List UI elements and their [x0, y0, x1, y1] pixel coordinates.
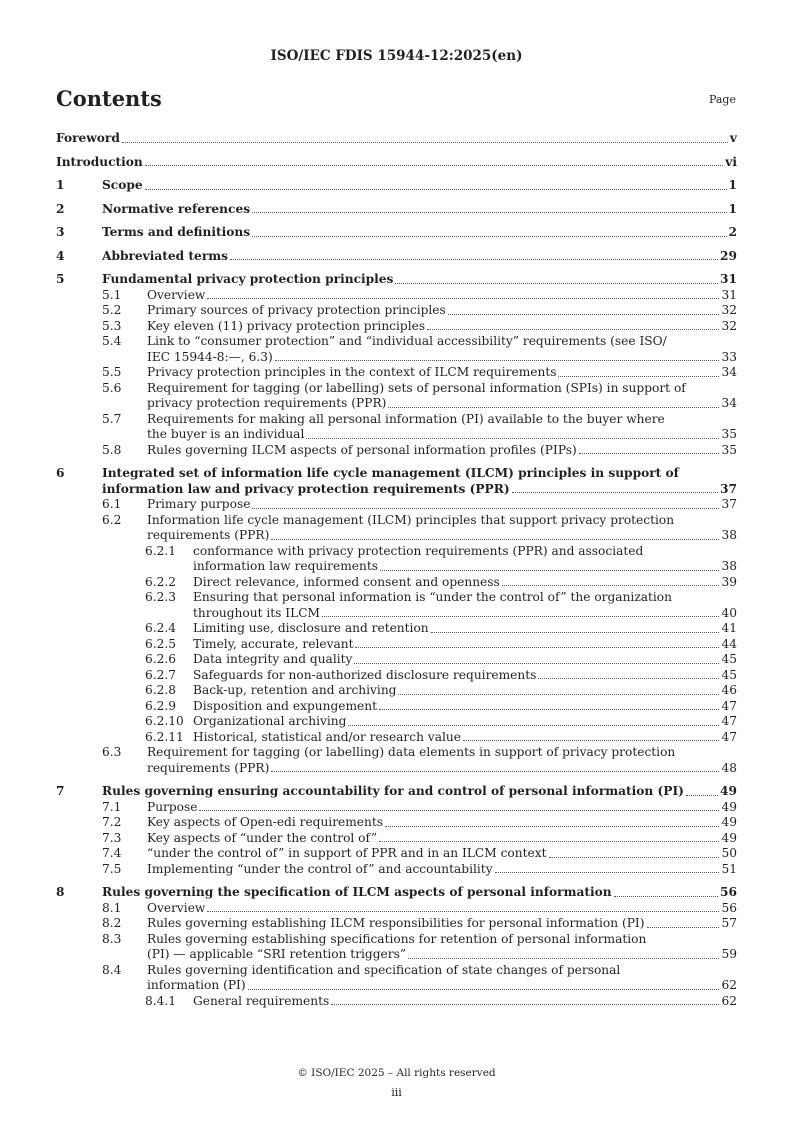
- toc-entry[interactable]: [56, 288, 737, 304]
- toc-entry-page: 37: [721, 497, 737, 511]
- toc-entry-number: 7.4: [102, 846, 122, 860]
- toc-entry-title: Rules governing ensuring accountability for and control of personal information (PI): [102, 784, 684, 798]
- toc-entry-number: 6.1: [102, 497, 122, 511]
- dot-leader: [502, 585, 720, 586]
- page-column-label: Page: [708, 93, 736, 106]
- toc-entry-number: 5.8: [102, 442, 122, 457]
- toc-entry-title: Privacy protection principles in the context of ILCM requirements: [147, 365, 557, 379]
- toc-entry-title: Direct relevance, informed consent and openness: [193, 574, 500, 589]
- toc-entry-number: 6.2.1: [145, 543, 177, 558]
- toc-entry-page: 41: [721, 621, 737, 635]
- dot-leader: [549, 857, 720, 858]
- toc-entry-page: 50: [721, 846, 737, 860]
- toc-entry-number: 3: [56, 225, 65, 239]
- toc-entry-title: Rules governing establishing specifications for retention of personal information: [147, 931, 647, 946]
- toc-entry[interactable]: [56, 846, 737, 862]
- toc-entry-page: 49: [721, 830, 737, 845]
- toc-entry-page: 38: [721, 528, 737, 542]
- toc-entry[interactable]: [56, 202, 737, 218]
- toc-entry-page: 32: [721, 318, 737, 333]
- toc-entry-page: 51: [721, 861, 737, 876]
- toc-entry-title: Integrated set of information life cycle management (ILCM) principles in support of: [102, 466, 679, 480]
- dot-leader: [252, 236, 726, 237]
- toc-entry[interactable]: [56, 714, 737, 730]
- toc-entry-number: 7.2: [102, 815, 122, 829]
- toc-entry[interactable]: [56, 590, 737, 621]
- dot-leader: [230, 259, 718, 260]
- toc-entry-number: 6.2.6: [145, 652, 177, 666]
- toc-entry-title: Fundamental privacy protection principles: [102, 272, 394, 286]
- dot-leader: [271, 539, 719, 540]
- dot-leader: [145, 189, 727, 190]
- toc-entry-title: Key aspects of “under the control of”: [147, 830, 378, 845]
- toc-entry[interactable]: [56, 513, 737, 544]
- toc-entry-title: Data integrity and quality: [193, 652, 353, 666]
- toc-entry-title: Ensuring that personal information is “under the control of” the organization: [193, 590, 672, 604]
- toc-entry-title: Historical, statistical and/or research value: [193, 729, 461, 744]
- toc-entry-page: 34: [721, 365, 737, 379]
- toc-entry[interactable]: [56, 901, 737, 917]
- toc-entry-title: Timely, accurate, relevant: [193, 636, 354, 651]
- toc-entry-title: Disposition and expungement: [193, 698, 377, 713]
- toc-entry-number: 6.3: [102, 745, 122, 759]
- toc-entry-page: 35: [721, 427, 737, 441]
- toc-entry[interactable]: [56, 249, 737, 265]
- toc-entry[interactable]: [56, 916, 737, 932]
- toc-entry[interactable]: [56, 815, 737, 831]
- dot-leader: [207, 298, 719, 299]
- toc-entry-page: 62: [721, 978, 737, 992]
- toc-entry-page: 48: [721, 760, 737, 775]
- toc-entry-page: 47: [721, 729, 737, 744]
- toc-entry-title-continued: requirements (PPR): [147, 760, 270, 775]
- dot-leader: [647, 927, 720, 928]
- dot-leader: [271, 771, 719, 772]
- toc-entry-title: Overview: [147, 287, 206, 302]
- dot-leader: [122, 142, 728, 143]
- toc-entry-title: Organizational archiving: [193, 714, 347, 728]
- toc-entry-number: 6.2.5: [145, 636, 177, 651]
- toc-entry-title: Rules governing the specification of ILCM aspects of personal information: [102, 885, 612, 899]
- toc-entry[interactable]: [56, 932, 737, 963]
- toc-entry-number: 6.2.7: [145, 667, 177, 682]
- toc-entry[interactable]: [56, 621, 737, 637]
- toc-entry-title-continued: throughout its ILCM: [193, 605, 321, 620]
- toc-entry[interactable]: [56, 412, 737, 443]
- toc-entry-title-continued: (PI) — applicable “SRI retention triggers”: [147, 947, 407, 961]
- toc-entry-title: Abbreviated terms: [102, 248, 228, 263]
- toc-entry-page: 45: [721, 652, 737, 666]
- dot-leader: [558, 376, 719, 377]
- dot-leader: [408, 958, 719, 959]
- toc-entry[interactable]: [56, 637, 737, 653]
- toc-entry-page: 49: [721, 799, 737, 814]
- toc-entry-page: 1: [728, 201, 737, 216]
- toc-entry-number: 8.4.1: [145, 993, 177, 1008]
- toc-entry-title: Rules governing identification and specification of state changes of personal: [147, 962, 621, 977]
- dot-leader: [431, 632, 720, 633]
- dot-leader: [463, 740, 720, 741]
- contents-title: Contents: [56, 86, 162, 111]
- toc-entry-number: 6.2.4: [145, 621, 177, 635]
- toc-entry-number: 5.2: [102, 303, 122, 317]
- toc-entry-page: 56: [720, 885, 737, 899]
- toc-entry-number: 5.6: [102, 380, 122, 395]
- toc-entry-page: 46: [721, 683, 737, 697]
- dot-leader: [379, 709, 720, 710]
- toc-entry-title: Terms and definitions: [102, 225, 251, 239]
- toc-entry[interactable]: [56, 885, 737, 901]
- dot-leader: [579, 453, 720, 454]
- toc-entry-title: Implementing “under the control of” and accountability: [147, 861, 493, 876]
- toc-entry-title: Foreword: [56, 131, 120, 145]
- toc-entry-page: 33: [721, 349, 737, 364]
- toc-entry-number: 7.3: [102, 830, 122, 845]
- toc-entry[interactable]: [56, 652, 737, 668]
- toc-entry-title-continued: the buyer is an individual: [147, 427, 305, 441]
- toc-entry-page: 49: [721, 815, 737, 829]
- dot-leader: [348, 725, 719, 726]
- dot-leader: [538, 678, 719, 679]
- toc-entry-title: Information life cycle management (ILCM) principles that support privacy protection: [147, 512, 675, 527]
- toc-entry-title: Normative references: [102, 201, 251, 216]
- toc-entry-number: 8.1: [102, 900, 122, 915]
- toc-entry[interactable]: [56, 544, 737, 575]
- toc-entry-number: 6.2.2: [145, 574, 177, 589]
- toc-entry[interactable]: [56, 381, 737, 412]
- toc-entry-number: 5.5: [102, 365, 122, 379]
- toc-entry[interactable]: [56, 319, 737, 335]
- toc-entry[interactable]: [56, 131, 737, 147]
- toc-entry[interactable]: [56, 862, 737, 878]
- toc-entry-title-continued: IEC 15944-8:—, 6.3): [147, 349, 273, 364]
- dot-leader: [427, 329, 719, 330]
- toc-entry-page: 59: [721, 947, 737, 961]
- toc-entry-page: 47: [721, 714, 737, 728]
- toc-entry-title: Primary sources of privacy protection principles: [147, 303, 446, 317]
- toc-entry-number: 6.2.10: [145, 714, 184, 728]
- toc-entry[interactable]: [56, 994, 737, 1010]
- dot-leader: [207, 911, 719, 912]
- toc-entry-page: 37: [720, 481, 737, 496]
- toc-entry[interactable]: [56, 745, 737, 776]
- toc-entry-title: Safeguards for non-authorized disclosure requirements: [193, 667, 537, 682]
- toc-entry-page: 47: [721, 698, 737, 713]
- dot-leader: [388, 407, 719, 408]
- dot-leader: [355, 647, 719, 648]
- toc-entry-title-continued: information (PI): [147, 978, 246, 992]
- toc-entry-number: 2: [56, 201, 65, 216]
- toc-entry-page: 56: [721, 900, 737, 915]
- toc-entry-number: 5.3: [102, 318, 122, 333]
- dot-leader: [331, 1004, 719, 1005]
- dot-leader: [252, 508, 719, 509]
- dot-leader: [248, 989, 720, 990]
- toc-entry[interactable]: [56, 699, 737, 715]
- dot-leader: [322, 616, 719, 617]
- toc-entry-title-continued: requirements (PPR): [147, 528, 270, 542]
- toc-entry-number: 5.1: [102, 287, 122, 302]
- toc-entry[interactable]: [56, 575, 737, 591]
- toc-entry-page: 45: [721, 667, 737, 682]
- document-id-header: ISO/IEC FDIS 15944-12:2025(en): [270, 48, 523, 64]
- toc-entry-title-continued: information law and privacy protection requirements (PPR): [102, 481, 510, 496]
- toc-entry-number: 6.2.9: [145, 698, 177, 713]
- dot-leader: [614, 896, 718, 897]
- toc-entry-title: Limiting use, disclosure and retention: [193, 621, 429, 635]
- dot-leader: [380, 570, 720, 571]
- toc-entry-page: 32: [721, 303, 737, 317]
- toc-entry[interactable]: [56, 730, 737, 746]
- toc-entry-page: 1: [728, 178, 737, 192]
- table-of-contents: [56, 126, 737, 1009]
- toc-entry-number: 7.5: [102, 861, 122, 876]
- toc-entry-number: 4: [56, 248, 65, 263]
- toc-entry-title: Overview: [147, 900, 206, 915]
- toc-entry-page: 31: [721, 287, 737, 302]
- toc-entry[interactable]: [56, 272, 737, 288]
- toc-entry-page: 44: [721, 636, 737, 651]
- toc-entry-title: Back-up, retention and archiving: [193, 683, 397, 697]
- dot-leader: [385, 826, 719, 827]
- dot-leader: [145, 165, 723, 166]
- toc-entry-title: conformance with privacy protection requirements (PPR) and associated: [193, 543, 644, 558]
- toc-entry-number: 6: [56, 466, 65, 480]
- dot-leader: [354, 663, 719, 664]
- toc-entry[interactable]: [56, 334, 737, 365]
- toc-entry-title: Requirement for tagging (or labelling) data elements in support of privacy protection: [147, 745, 676, 759]
- toc-entry-number: 6.2: [102, 512, 122, 527]
- toc-entry-page: 34: [721, 396, 737, 410]
- toc-entry-page: 39: [721, 574, 737, 589]
- dot-leader: [512, 492, 718, 493]
- toc-entry[interactable]: [56, 800, 737, 816]
- toc-entry-number: 8.2: [102, 916, 122, 930]
- toc-entry-title: Key aspects of Open-edi requirements: [147, 815, 384, 829]
- toc-entry[interactable]: [56, 831, 737, 847]
- toc-entry-number: 5: [56, 272, 65, 286]
- toc-entry-number: 5.4: [102, 334, 122, 348]
- toc-entry-number: 7.1: [102, 799, 122, 814]
- toc-entry-number: 6.2.8: [145, 683, 177, 697]
- toc-entry-title: Link to “consumer protection” and “individual accessibility” requirements (see ISO/: [147, 334, 667, 348]
- toc-entry[interactable]: [56, 178, 737, 194]
- toc-entry[interactable]: [56, 303, 737, 319]
- toc-entry-title: Scope: [102, 178, 143, 192]
- toc-entry-title: Requirements for making all personal information (PI) available to the buyer where: [147, 411, 665, 426]
- toc-entry[interactable]: [56, 155, 737, 171]
- toc-entry[interactable]: [56, 497, 737, 513]
- page-number: iii: [391, 1086, 402, 1099]
- toc-entry-title: Introduction: [56, 154, 143, 169]
- toc-entry-page: 31: [720, 272, 737, 286]
- dot-leader: [252, 212, 726, 213]
- toc-entry-page: 40: [721, 605, 737, 620]
- dot-leader: [275, 360, 720, 361]
- toc-entry-page: 49: [720, 784, 737, 798]
- toc-entry-title: Requirement for tagging (or labelling) sets of personal information (SPIs) in support of: [147, 380, 686, 395]
- toc-entry-number: 7: [56, 784, 65, 798]
- toc-entry-number: 6.2.11: [145, 729, 184, 744]
- dot-leader: [398, 694, 719, 695]
- toc-entry[interactable]: [56, 365, 737, 381]
- toc-entry-number: 6.2.3: [145, 590, 177, 604]
- toc-entry-page: 38: [721, 559, 737, 573]
- toc-entry-number: 8.3: [102, 931, 122, 946]
- toc-entry[interactable]: [56, 784, 737, 800]
- toc-entry[interactable]: [56, 668, 737, 684]
- toc-entry-page: vi: [725, 154, 737, 169]
- toc-entry-page: 57: [721, 916, 737, 930]
- dot-leader: [306, 438, 719, 439]
- toc-entry-page: 2: [728, 225, 737, 239]
- toc-entry-page: 62: [721, 993, 737, 1008]
- dot-leader: [448, 314, 720, 315]
- toc-entry-title: Primary purpose: [147, 497, 251, 511]
- dot-leader: [199, 810, 719, 811]
- toc-entry-number: 8: [56, 885, 65, 899]
- toc-entry-number: 1: [56, 178, 65, 192]
- toc-entry-title: “under the control of” in support of PPR and in an ILCM context: [147, 846, 547, 860]
- toc-entry-number: 8.4: [102, 962, 122, 977]
- toc-entry-title: Rules governing ILCM aspects of personal information profiles (PIPs): [147, 442, 577, 457]
- toc-entry-page: 29: [720, 248, 737, 263]
- toc-entry-title: Key eleven (11) privacy protection principles: [147, 318, 426, 333]
- toc-entry-number: 5.7: [102, 411, 122, 426]
- toc-entry-title: General requirements: [193, 993, 330, 1008]
- toc-entry[interactable]: [56, 466, 737, 497]
- toc-entry[interactable]: [56, 443, 737, 459]
- copyright-footer: © ISO/IEC 2025 – All rights reserved: [297, 1067, 496, 1079]
- toc-entry-page: v: [729, 131, 737, 145]
- toc-entry-title-continued: privacy protection requirements (PPR): [147, 396, 387, 410]
- toc-entry-title: Rules governing establishing ILCM responsibilities for personal information (PI): [147, 916, 645, 930]
- dot-leader: [379, 841, 719, 842]
- toc-entry-title-continued: information law requirements: [193, 559, 378, 573]
- toc-entry-page: 35: [721, 442, 737, 457]
- dot-leader: [495, 872, 720, 873]
- toc-entry-title: Purpose: [147, 799, 198, 814]
- dot-leader: [686, 795, 718, 796]
- toc-entry[interactable]: [56, 683, 737, 699]
- dot-leader: [395, 283, 718, 284]
- toc-entry[interactable]: [56, 963, 737, 994]
- toc-entry[interactable]: [56, 225, 737, 241]
